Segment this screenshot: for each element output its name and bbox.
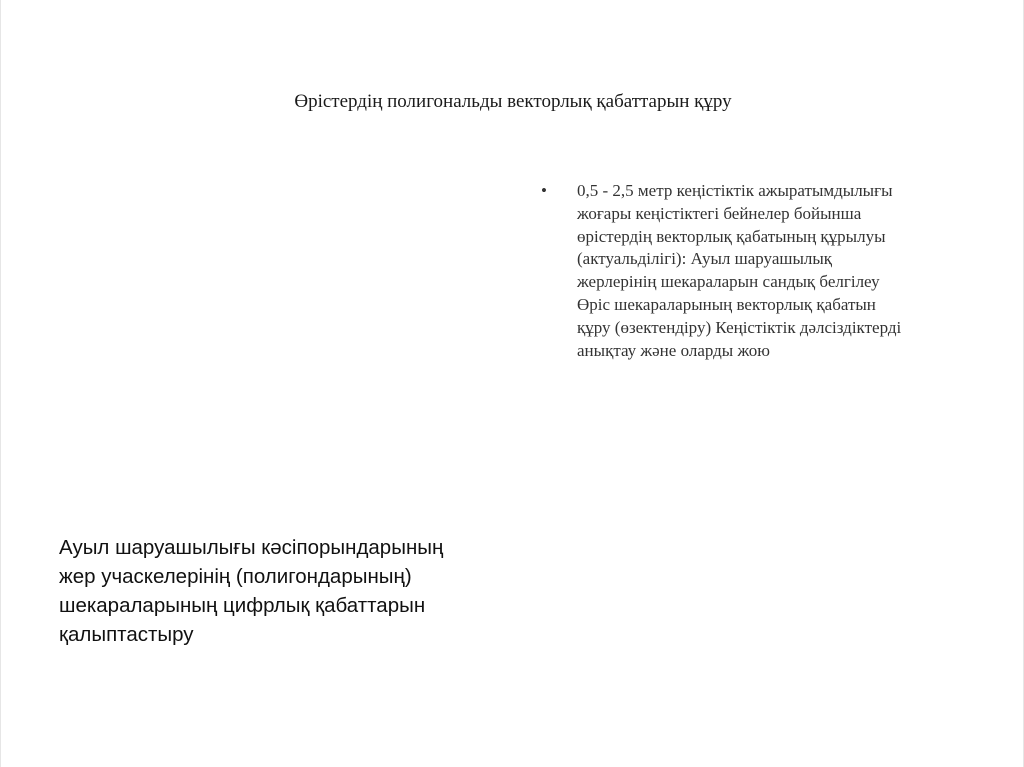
bullet-marker: • bbox=[541, 181, 547, 200]
slide-subtitle: Ауыл шаруашылығы кәсіпорындарының жер учаскелерінің (полигондарының) шекараларының цифрлық қабаттарын қалыптастыру bbox=[59, 536, 444, 646]
slide-title: Өрістердің полигональды векторлық қабаттарын құру bbox=[294, 91, 732, 112]
bullet-text: 0,5 - 2,5 метр кеңістіктік ажыратымдылығы жоғары кеңістіктегі бейнелер бойынша өрістердің векторлық қабатының құрылуы (актуальділігі): Ауыл шаруашылық жерлерінің шекараларын сандық белгілеу Өріс шекараларының векторлық қабатын құру (өзектендіру) Кеңістіктік дәлсіздіктерді анықтау және оларды жою bbox=[577, 181, 902, 360]
bullet-list bbox=[541, 180, 981, 362]
